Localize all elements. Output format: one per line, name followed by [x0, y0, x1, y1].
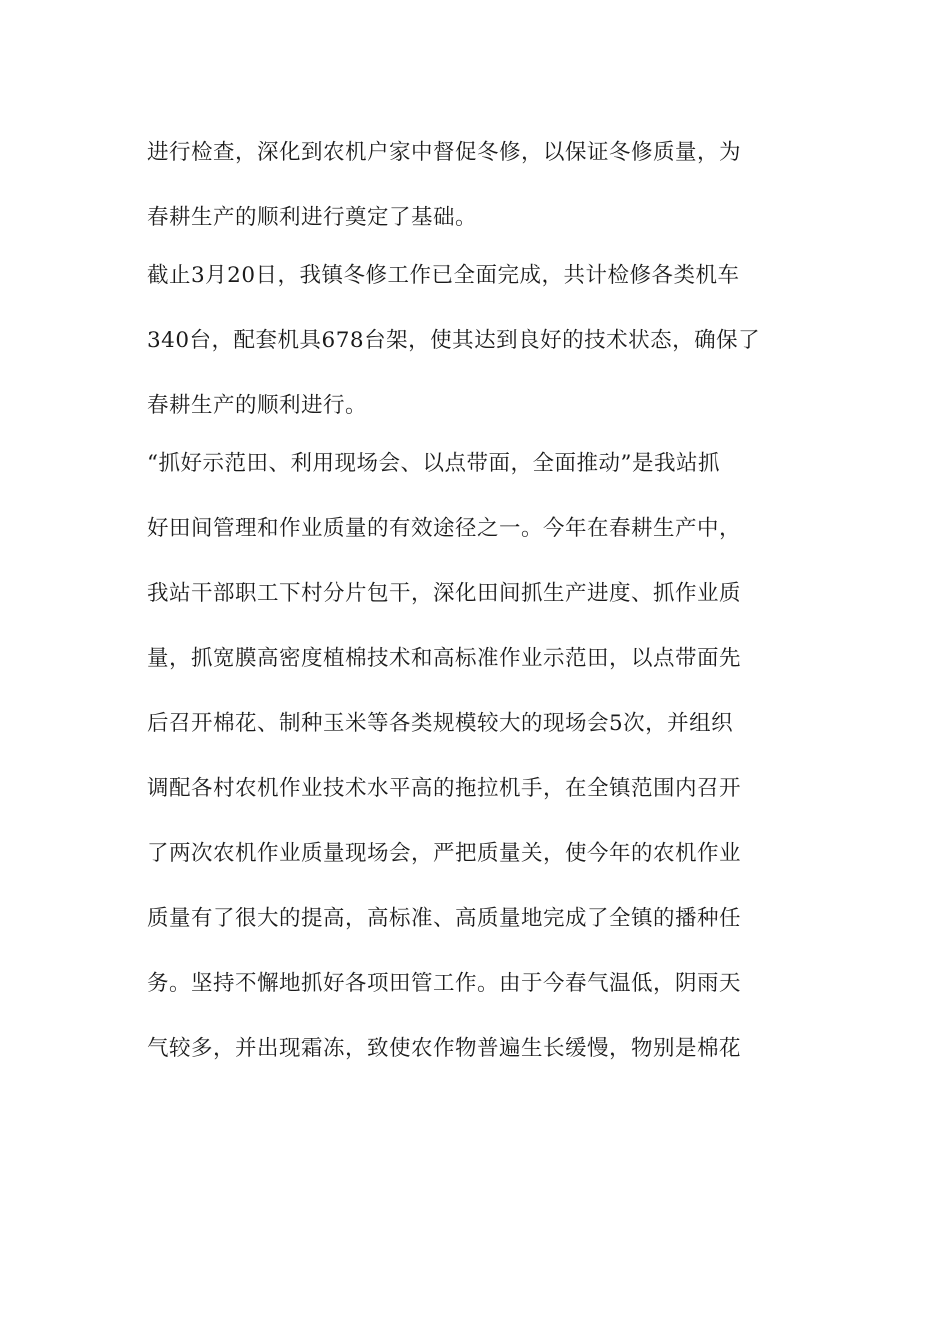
text-line: 质量有了很大的提高，高标准、高质量地完成了全镇的播种任: [147, 906, 742, 931]
text-line: “抓好示范田、利用现场会、以点带面，全面推动”是我站抓: [147, 451, 720, 476]
text-line: 气较多，并出现霜冻，致使农作物普遍生长缓慢，物别是棉花: [147, 1036, 742, 1061]
text-line: 好田间管理和作业质量的有效途径之一。今年在春耕生产中，: [147, 516, 742, 541]
text-line: 我站干部职工下村分片包干，深化田间抓生产进度、抓作业质: [147, 581, 742, 606]
text-line: 春耕生产的顺利进行。: [147, 393, 368, 418]
text-line: 务。坚持不懈地抓好各项田管工作。由于今春气温低，阴雨天: [147, 971, 742, 996]
text-line: 调配各村农机作业技术水平高的拖拉机手，在全镇范围内召开: [147, 776, 742, 801]
text-line: 春耕生产的顺利进行奠定了基础。: [147, 205, 478, 230]
text-line: 后召开棉花、制种玉米等各类规模较大的现场会5次，并组织: [147, 711, 734, 736]
text-line: 340台，配套机具678台架，使其达到良好的技术状态，确保了: [147, 328, 761, 353]
text-line: 了两次农机作业质量现场会，严把质量关，使今年的农机作业: [147, 841, 742, 866]
text-line: 量，抓宽膜高密度植棉技术和高标准作业示范田，以点带面先: [147, 646, 742, 671]
body-text: [147, 127, 807, 1088]
text-line: 进行检查，深化到农机户家中督促冬修，以保证冬修质量，为: [147, 140, 742, 165]
text-line: 截止3月20日，我镇冬修工作已全面完成，共计检修各类机车: [147, 263, 740, 288]
